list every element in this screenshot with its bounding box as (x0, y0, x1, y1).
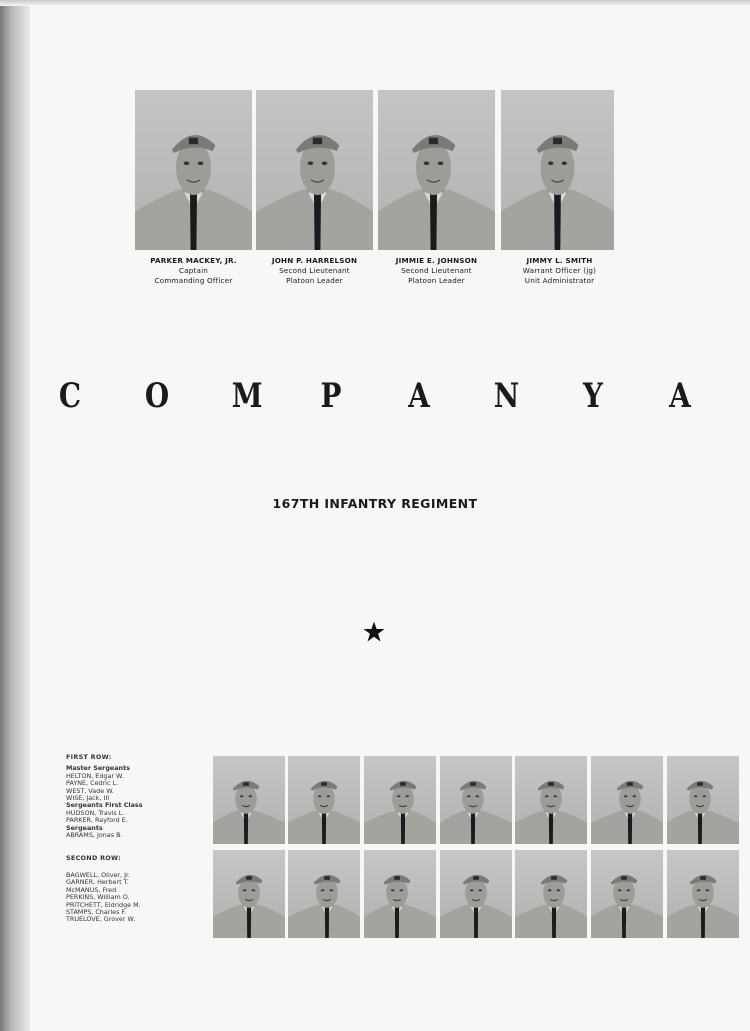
soldier-photo (515, 850, 587, 938)
soldier-photo (667, 756, 739, 844)
soldier-photo (288, 850, 360, 938)
officer-card (378, 90, 495, 286)
officer-photo (501, 90, 614, 250)
officer-portraits (135, 90, 615, 290)
officer-name: JOHN P. HARRELSON (271, 256, 358, 265)
roster-name: WEST, Vade W. (66, 786, 114, 795)
soldier-photo (364, 756, 436, 844)
soldier-photo (440, 850, 512, 938)
roster-name: HUDSON, Travis L. (66, 808, 125, 817)
roster-rank: Master Sergeants (66, 764, 130, 773)
soldier-photo (591, 756, 663, 844)
soldier-photo (213, 756, 285, 844)
officer-name: JIMMY L. SMITH (526, 256, 593, 265)
roster-name: PARKER, Rayford E. (66, 816, 128, 825)
star-icon (362, 620, 386, 644)
title-letter: C (58, 376, 82, 416)
page-title (55, 374, 695, 418)
title-letter: O (144, 376, 170, 416)
roster-heading: FIRST ROW: (66, 753, 112, 761)
title-letter: A (669, 376, 691, 416)
soldier-photo (288, 756, 360, 844)
regiment-subtitle: 167TH INFANTRY REGIMENT (272, 496, 478, 511)
officer-photo (256, 90, 373, 250)
officer-caption (501, 256, 618, 286)
officer-name: JIMMIE E. JOHNSON (395, 256, 478, 265)
title-letter: A (407, 376, 430, 416)
soldier-photo (213, 850, 285, 938)
officer-rank: Second Lieutenant (401, 266, 472, 275)
officer-card (135, 90, 252, 286)
officer-rank: Captain (178, 266, 209, 275)
roster-name: PERKINS, William O. (66, 893, 130, 902)
roster-name: TRUELOVE, Grover W. (66, 915, 136, 924)
roster-rank: Sergeants (66, 823, 103, 832)
officer-role: Unit Administrator (524, 276, 595, 285)
officer-caption (135, 256, 252, 286)
soldier-photo (364, 850, 436, 938)
officer-card (501, 90, 618, 286)
soldier-photo (440, 756, 512, 844)
roster-list (66, 754, 216, 924)
officer-role: Commanding Officer (154, 276, 233, 285)
roster-heading: SECOND ROW: (66, 854, 122, 863)
title-letter: Y (582, 376, 603, 416)
roster-rank: Sergeants First Class (66, 801, 143, 810)
soldier-photo (667, 850, 739, 938)
roster-name: STAMPS, Charles F. (66, 907, 127, 916)
roster-name: PAYNE, Cedric L. (66, 779, 119, 788)
title-letter: P (320, 376, 342, 416)
roster-name: BAGWELL, Oliver, Jr. (66, 870, 131, 879)
roster-name: GARNER, Herbert T. (66, 878, 129, 887)
officer-card (256, 90, 373, 286)
roster-name: PRITCHETT, Eldridge M. (66, 900, 141, 909)
roster-name: McMANUS, Fred (66, 885, 117, 894)
officer-role: Platoon Leader (408, 276, 465, 285)
soldier-photo (591, 850, 663, 938)
title-letter: M (231, 376, 263, 416)
officer-photo (135, 90, 252, 250)
roster-name: WISE, Jack, III (66, 794, 110, 803)
title-letter: N (493, 376, 519, 416)
soldier-portrait-grid (213, 756, 739, 940)
officer-caption (378, 256, 495, 286)
officer-name: PARKER MACKEY, JR. (150, 256, 237, 265)
soldier-photo (515, 756, 587, 844)
roster-name: HELTON, Edgar W. (66, 771, 124, 780)
officer-rank: Warrant Officer (jg) (522, 266, 597, 275)
page-binding-shadow (0, 0, 30, 1031)
officer-photo (378, 90, 495, 250)
page-top-edge (0, 0, 750, 6)
roster-name: ABRAMS, Jonas B. (66, 831, 123, 840)
officer-role: Platoon Leader (286, 276, 343, 285)
officer-rank: Second Lieutenant (279, 266, 350, 275)
officer-caption (256, 256, 373, 286)
